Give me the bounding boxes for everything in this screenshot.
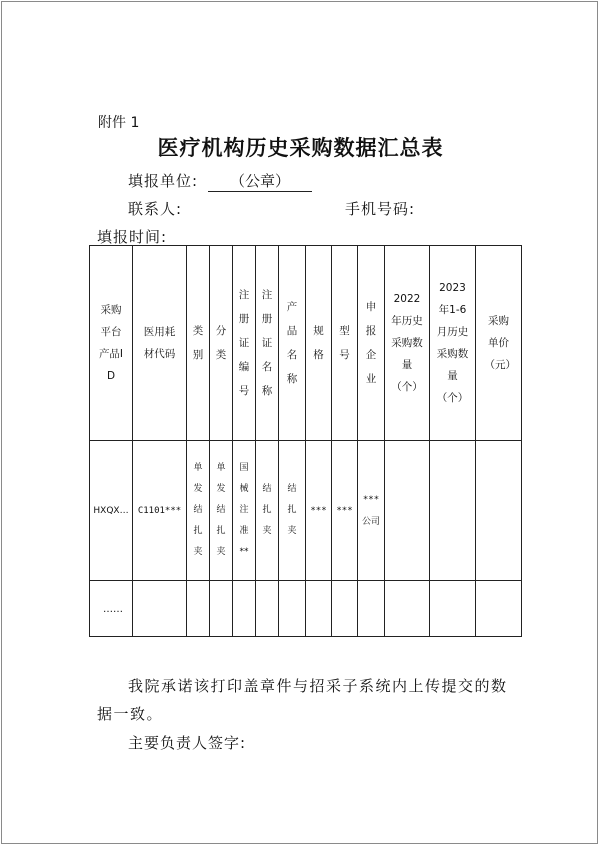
cell-category: 单发结扎夹: [187, 441, 210, 581]
unit-value: （公章）: [208, 170, 312, 192]
header-cell: 注册证编号: [233, 246, 256, 441]
empty-cell: [233, 581, 256, 637]
purchase-data-table: [89, 245, 522, 637]
empty-cell: [358, 581, 385, 637]
cell-unit-price: [476, 441, 522, 581]
attachment-label: 附件 1: [98, 115, 140, 131]
header-cell: 注册证名称: [256, 246, 279, 441]
empty-cell: [385, 581, 430, 637]
date-label: 填报时间:: [97, 228, 168, 246]
empty-cell: [306, 581, 332, 637]
phone-label: 手机号码:: [345, 200, 416, 218]
cell-registration-number: 国械注准**: [233, 441, 256, 581]
table-row: [90, 581, 522, 637]
header-cell: 2022年历史采购数量（个）: [385, 246, 430, 441]
commitment-statement: 我院承诺该打印盖章件与招采子系统内上传提交的数据一致。: [97, 677, 508, 723]
cell-registration-name: 结扎夹: [256, 441, 279, 581]
table-row: [90, 441, 522, 581]
empty-cell: [256, 581, 279, 637]
cell-platform-id: ……: [90, 581, 133, 637]
header-cell: 产品名称: [279, 246, 306, 441]
signer-label: 主要负责人签字:: [128, 734, 247, 752]
table-header-row: [90, 246, 522, 441]
unit-label: 填报单位:: [128, 172, 199, 190]
cell-qty-2023: [430, 441, 476, 581]
header-cell: 规格: [306, 246, 332, 441]
header-cell: 分类: [210, 246, 233, 441]
cell-classification: 单发结扎夹: [210, 441, 233, 581]
empty-cell: [210, 581, 233, 637]
cell-platform-id: HXQX…: [90, 441, 133, 581]
header-cell: 采购平台产品ID: [90, 246, 133, 441]
empty-cell: [430, 581, 476, 637]
cell-material-code: C1101***: [133, 441, 187, 581]
empty-cell: [133, 581, 187, 637]
cell-product-name: 结扎夹: [279, 441, 306, 581]
empty-cell: [332, 581, 358, 637]
header-cell: 申报企业: [358, 246, 385, 441]
empty-cell: [187, 581, 210, 637]
empty-cell: [279, 581, 306, 637]
empty-cell: [476, 581, 522, 637]
contact-label: 联系人:: [128, 200, 183, 218]
page-title: 医疗机构历史采购数据汇总表: [157, 135, 444, 160]
header-cell: 采购单价（元）: [476, 246, 522, 441]
header-cell: 类别: [187, 246, 210, 441]
cell-company: ***公司: [358, 441, 385, 581]
cell-model: ***: [332, 441, 358, 581]
cell-spec: ***: [306, 441, 332, 581]
cell-qty-2022: [385, 441, 430, 581]
header-cell: 2023年1-6月历史采购数量（个）: [430, 246, 476, 441]
header-cell: 医用耗材代码: [133, 246, 187, 441]
header-cell: 型号: [332, 246, 358, 441]
